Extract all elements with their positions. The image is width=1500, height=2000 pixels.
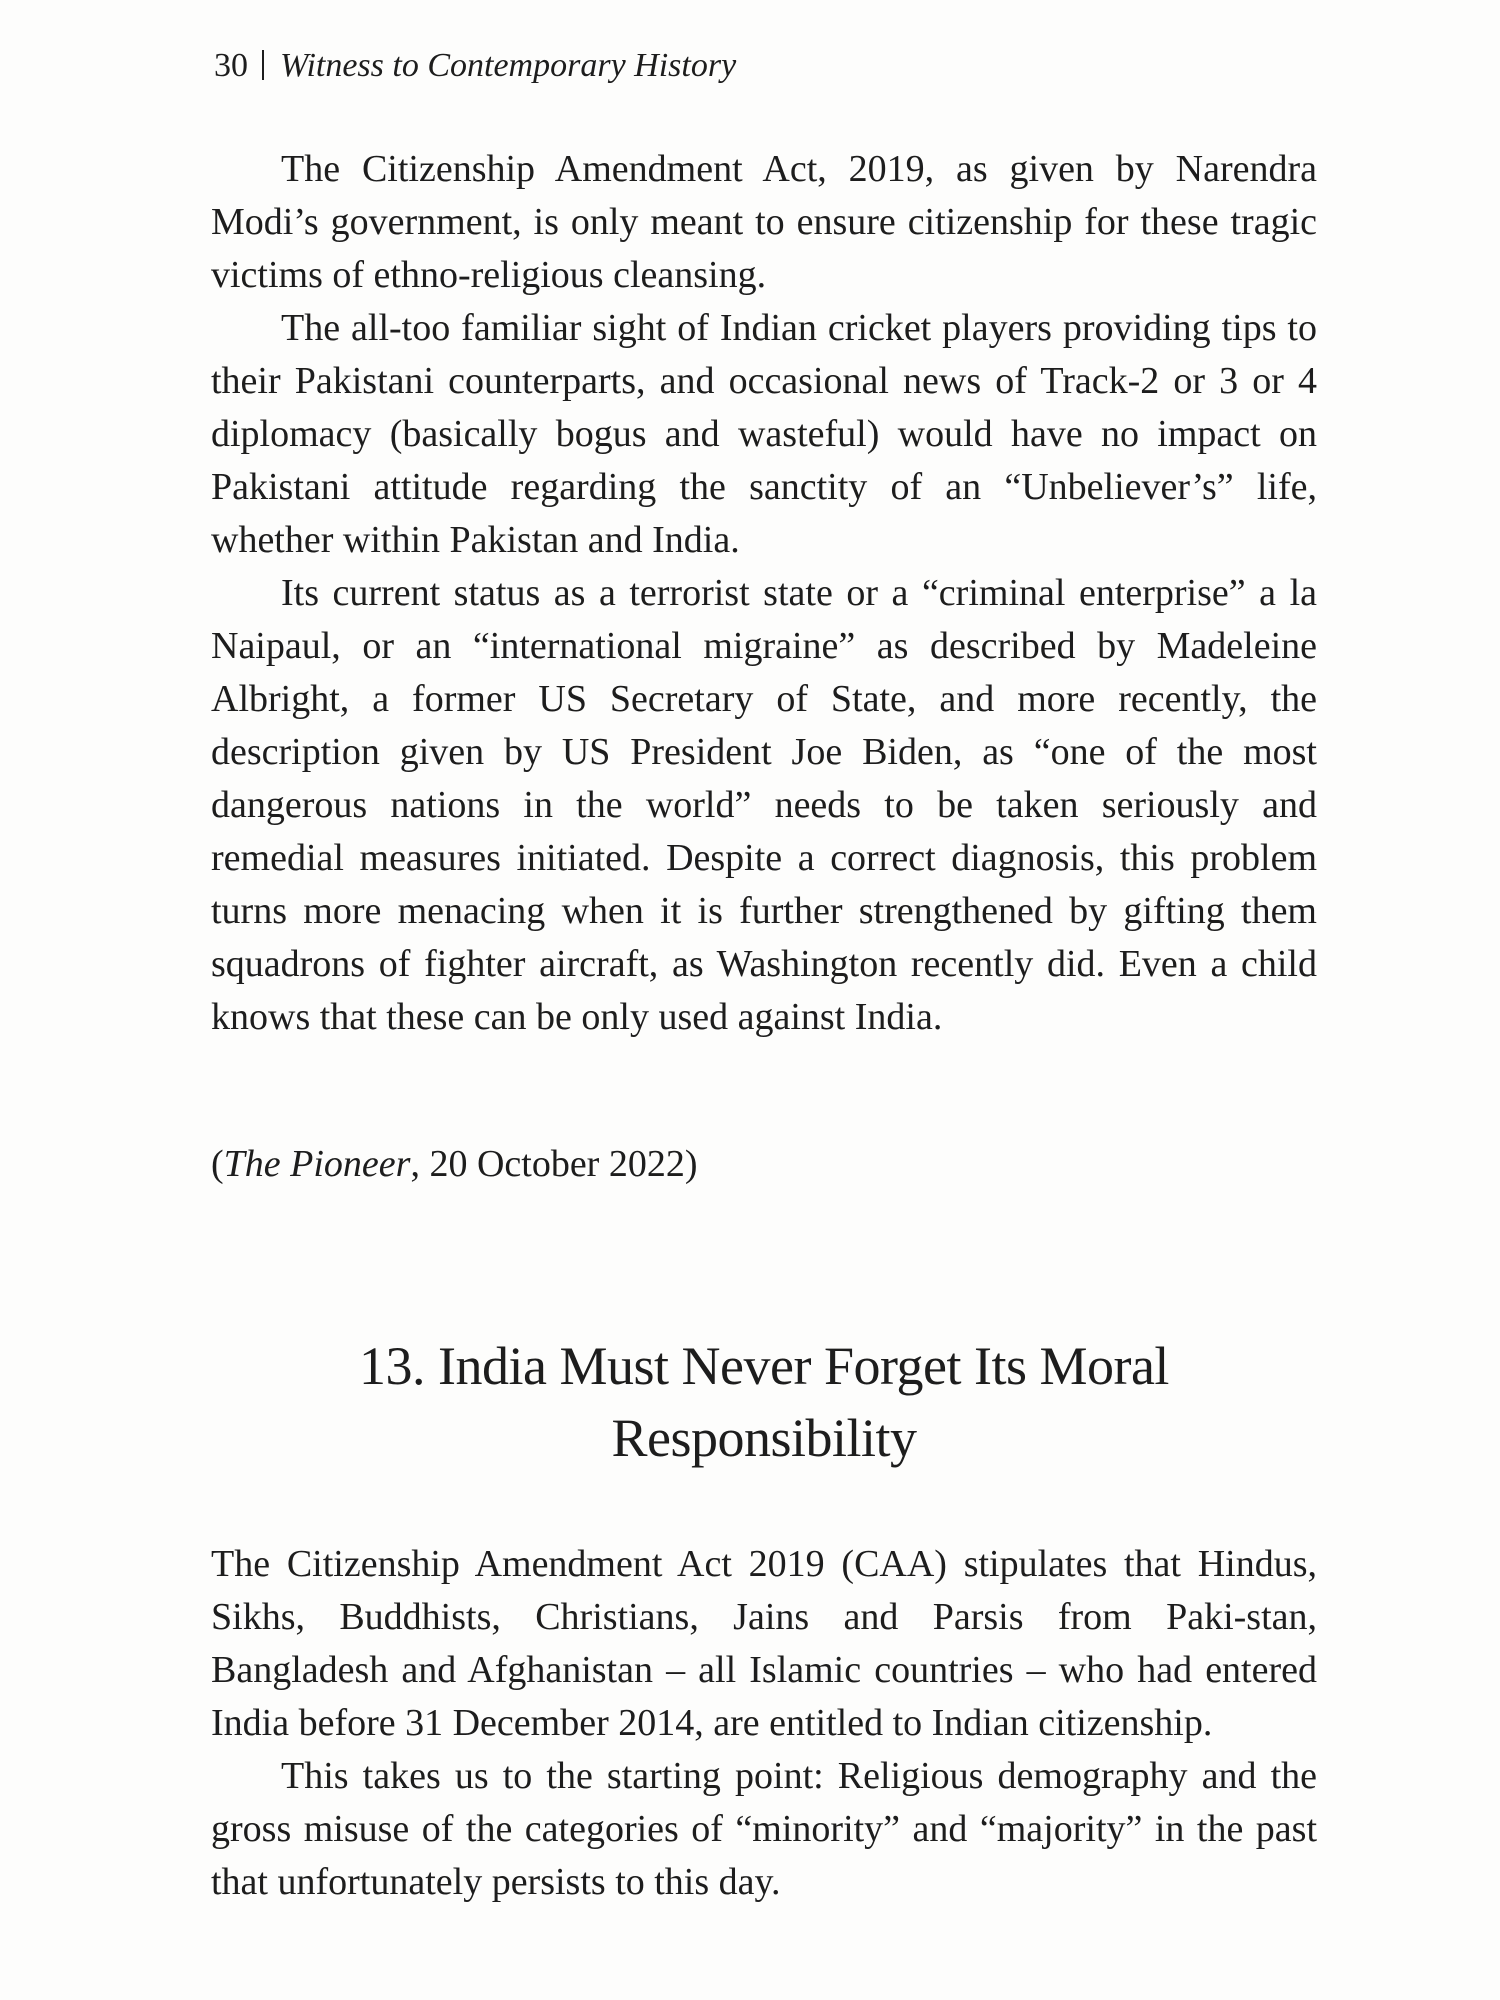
book-title: Witness to Contemporary History [280, 47, 737, 84]
chapter-title [211, 1330, 1317, 1474]
paragraph: Its current status as a terrorist state or a “criminal enterprise” a la Naipaul, or an “international migraine” as described by Madeleine Albright, a former US Secretary of State, and more recently, the description given by US President Joe Biden, as “one of the most dangerous nations in the world” needs to be taken seriously and remedial measures initiated. Despite a correct diagnosis, this problem turns more menacing when it is further strengthened by gifting them squadrons of fighter aircraft, as Washington recently did. Even a child knows that these can be only used against India. [211, 572, 1317, 1038]
header-separator [262, 50, 264, 80]
source-citation [211, 1138, 698, 1191]
citation-publication: The Pioneer [223, 1143, 411, 1185]
chapter-body [211, 1538, 1317, 1909]
running-head [214, 44, 736, 88]
paragraph: The Citizenship Amendment Act 2019 (CAA) stipulates that Hindus, Sikhs, Buddhists, Christians, Jains and Parsis from Paki-stan, Bangladesh and Afghanistan – all Islamic countries – who had entered India before 31 December 2014, are entitled to Indian citizenship. [211, 1543, 1317, 1744]
paragraph: The all-too familiar sight of Indian cricket players providing tips to their Pakistani counterparts, and occasional news of Track-2 or 3 or 4 diplomacy (basically bogus and wasteful) would have no impact on Pakistani attitude regarding the sanctity of an “Unbeliever’s” life, whether within Pakistan and India. [211, 307, 1317, 561]
citation-date: , 20 October 2022) [410, 1143, 698, 1185]
citation-open: ( [211, 1143, 224, 1185]
paragraph: This takes us to the starting point: Religious demography and the gross misuse of the categories of “minority” and “majority” in the past that unfortunately persists to this day. [211, 1755, 1317, 1903]
chapter-title-line: Responsibility [611, 1408, 917, 1468]
chapter-title-line: 13. India Must Never Forget Its Moral [359, 1336, 1169, 1396]
previous-article-body [211, 143, 1317, 1044]
page-number: 30 [214, 47, 248, 84]
paragraph: The Citizenship Amendment Act, 2019, as given by Narendra Modi’s government, is only meant to ensure citizenship for these tragic victims of ethno-religious cleansing. [211, 148, 1317, 296]
